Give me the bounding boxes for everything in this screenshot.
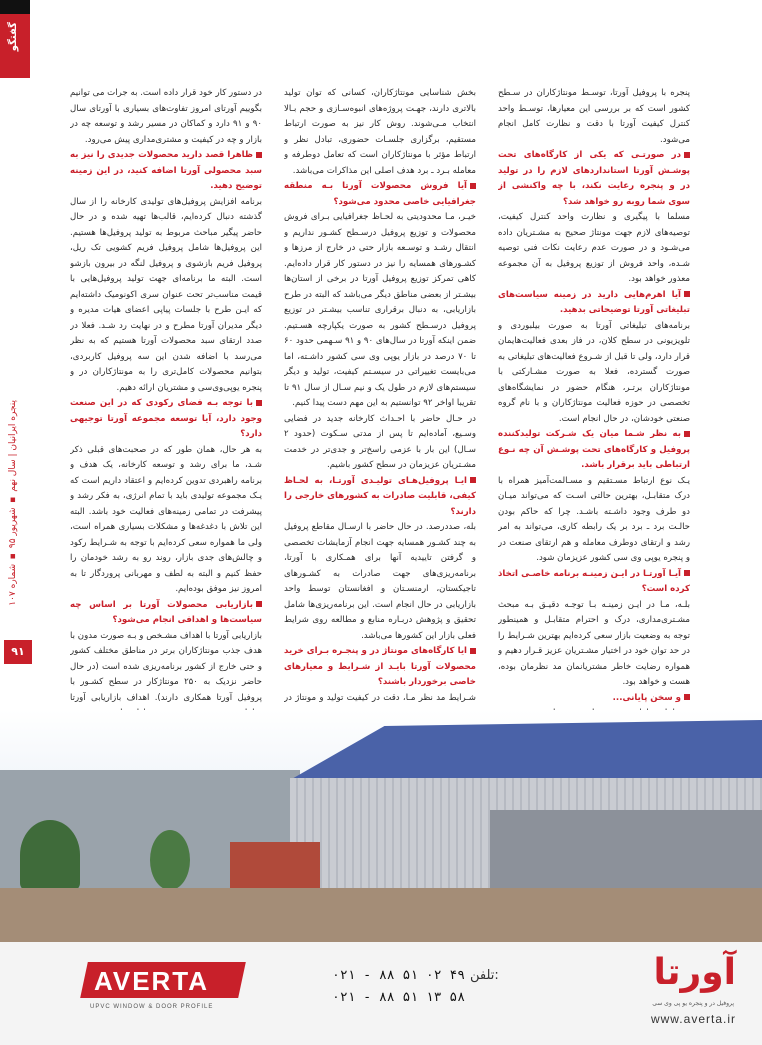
interview-answer: یـک نوع ارتباط مسـتقیم و مسـالمت‌آمیز همراه با درک متقابـل، بهترین حالتی اسـت که می‌تواند میـان دو طرف وجود داشـته باشـد. چرا که حاکم بودن حالـت برد ـ برد بر یک رابطه کاری، می‌تواند به امر رشد و ارتقای دوطرف معامله و هم ارتقای صنعت در و پنجره یوپی وی سی کشور عزیزمان شود.	[498, 475, 690, 563]
averta-logo-subtitle: UPVC WINDOW & DOOR PROFILE	[90, 1004, 214, 1010]
interview-question: در صورتـی که یکی از کارگاه‌های تحت پوشـش آورتا استانداردهای لازم را در تولید در و پنجره رعایت نکند، با چه واکنشی از سوی شما روبه رو خواهد شد؟	[498, 150, 690, 207]
brand-tagline: پروفیل در و پنجره یو پی وی سی	[652, 1000, 734, 1007]
interview-question: آیـا آورتـا در ایـن زمینـه برنامه خاصـی اتخاذ کرده است؟	[498, 568, 690, 594]
question-marker-icon	[256, 400, 262, 406]
interview-answer: مسلما با پیگیری و نظارت واحد کنترل کیفیت، توصیه‌های لازم جهت مونتاژ صحیح به مشـتریان داده می‌شـود و در صورت عدم رعایت نکات فنی توصیه شـده، واحد فروش از توزیع پروفیل به آن مجموعه معذور خواهد بود.	[498, 212, 690, 284]
interview-answer: بازاریابی آورتا با اهداف مشـخص و بـه صورت مدون با هدف جذب مونتاژکاران برتر در مناطق مختلف کشور و حتی خارج از کشور برنامه‌ریزی شده است (در حال حاضر نزدیک به ۲۵۰ مونتاژکار در سطح کشـور با پروفیل آورتا همکاری دارند). اهداف بازاریابی آورتا	[70, 630, 262, 703]
interview-question: آیا فروش محصولات آورتا بـه منطقه جغرافیایی خاصی محدود می‌شود؟	[284, 181, 476, 207]
interview-answer: برنامه‌های تبلیغاتی آورتا به صورت بیلبوردی و تلویزیونی در سطح کلان، در فاز بعدی فعالیت‌هایمان قرار دارد، ولی تا قبل از شـروع فعالیت‌های تبلیغاتی به صورت گسترده، فعلا به صورت مشـارکتی با مونتاژکاران برتـر، هنگام حضور در نمایشگاه‌های تخصصی در حوزه فعالیت مونتاژکاران و با نام گروه صنعتی خودشان، در حال انجام است.	[498, 320, 690, 424]
interview-answer: خیـر، مـا محدودیتی به لحـاظ جغرافیایی بـرای فروش محصولات و توزیع پروفیل درسـطح کشـور نداریم و انتقال رشـد و توسـعه بازار حتی در خارج از مرزها و کشـورهای همسایه را نیز در دستور کار قرار داده‌ایم. کاهی تمرکز توزیع پروفیل آورتا در برخی از استان‌ها بیشـتر از بعضی مناطق دیگر می‌باشد که البته در طرح بازاریابی، به دنبال برقراری تناسب بیشـتر در توزیع پروفیل درسـطح کشور به صورت یکپارچه هسـتیم. ضمن اینکه آورتا در سال‌های ۹۰ و ۹۱ سـهمی حدود ۶۰ تا ۷۰ درصد در بازار یوپی وی سی کشور داشـته، اما می‌بایست تغییراتی در سیسـتم کیفیت، تولید و دیگر سیستم‌های لازم در طول یک و نیم سـال از سال ۹۱ تا تقریبا اواخر ۹۲ توانستیم به این مهم دست پیدا کنیم.	[284, 212, 476, 408]
photo-tree	[150, 830, 190, 890]
interview-answer: به هر حال، همان طور که در صحبت‌های قبلی ذکر شـد، ما برای رشد و توسعه کارخانه، یک هدف و برنامه راهبردی تدوین کرده‌ایم و اعتقاد داریم است که یـک مجموعه تولیدی باید با تمام انرژی، به فکر رشد و پیشرفت در تمامی زمینه‌های فعالیت خود باشد. البته این تلاش با دغدغه‌ها و مشکلات بسیاری همراه است، ولی ما همواره سعی کرده‌ایم با توجه به شـرایط رکود و چالش‌های جدی بازار، روند رو به رشد خودمان را حفظ کنیم و البته به لطف و مهربانی پروردگار تا به امروز نیز موفق بوده‌ایم.	[70, 444, 262, 594]
section-tab-cap	[0, 0, 30, 14]
question-marker-icon	[470, 648, 476, 654]
page-number: ۹۱	[4, 640, 32, 664]
phone-number-1: ۰۲۱ - ۸۸ ۵۱ ۰۲ ۴۹	[332, 968, 466, 983]
brand-block	[596, 952, 736, 1026]
question-marker-icon	[684, 291, 690, 297]
question-marker-icon	[684, 152, 690, 158]
interview-answer: بله، صددرصد. در حال حاضر با ارسـال مقاطع پروفیل به چند کشـور همسایه جهت انجام آزمایشات تخصصی و گرفتن تاییدیه آنها برای همـکاری با آورتا، برنامه‌ریزی‌های جهت صادرات به کشـورهای تاجیکستان، ارمنسـتان و افغانستان توسط واحد بازاریابی در حال انجام است. این برنامه‌ریزی‌ها شامل تحقیق و پژوهش دربـاره منابع و مطالعه روی شرایط فعلی بازار این کشورها می‌باشد.	[284, 522, 476, 641]
photo-red-building	[230, 842, 320, 890]
interview-answer: در دستور کار خود قرار داده است. به جرات می توانیم بگوییم آورتای امروز تفاوت‌های بسیاری با آورتای سال ۹۰ و ۹۱ دارد و کماکان در مسیر رشد و توسعه چه در بازار و چه در کیفیت و مشتری‌مداری پیش می‌رود.	[70, 88, 262, 145]
interview-answer: برنامه افزایش پروفیل‌های تولیدی کارخانه را از سال گذشته دنبال کرده‌ایم، قالب‌ها تهیه شده و در حال حاضر پیگیر مباحث مربوط به تولید پروفیل‌ها هستیم. این پروفیل‌ها شامل پروفیل فریم کشویی تک ریل، پروفیل فریم بازشوی و پروفیل لنگه در بیرون بازشو است. البته ما برنامه‌ای جهت تولید پروفیل‌هایی با قیمت مناسب‌تر تحت عنوان سری اکونومیک داشته‌ایم که ایـن طرح با جلسات پیاپی اعضای هیات مدیره و دیگر مدیران آورتا مطرح و در نهایت رد شـد. فعلا در صدد ارتقای سبد محصولات آورتا هستیم که به نظر می‌رسد با اضافه شدن این سه پروفیل کاربردی، بتوانیم محصولات کامل‌تری را به مونتاژکاران در و پنجره یوپی‌وی‌سی و مشتریان ارائه دهیم.	[70, 196, 262, 393]
phone-label: تلفن:	[470, 968, 499, 983]
interview-answer: شـرایط مد نظر مـا، دقت در کیفیت تولید و مونتاژ در	[284, 692, 476, 703]
article-column-middle	[284, 86, 476, 756]
question-marker-icon	[684, 570, 690, 576]
averta-logo	[84, 962, 242, 1022]
interview-question: ایا کارگاه‌های مونتاژ در و پنجـره بـرای خرید محصولات آورتا بایـد از شـرایط و معیارهای خاصی برخوردار باشند؟	[284, 646, 476, 687]
question-marker-icon	[684, 431, 690, 437]
interview-question: به نظر شـما میان یک شـرکت تولیدکننده پروفیل و کارگاه‌های تحت پوشـش آن چه نـوع ارتباطی باید برقرار باشد.	[498, 429, 690, 470]
photo-ground	[0, 888, 762, 942]
averta-logo-text: AVERTA	[94, 966, 210, 996]
interview-answer: پنجره با پروفیل آورتا، توسـط مونتاژکاران در سـطح کشور است که بر بررسی این معیارها، توسـط واحد کنترل کیفیت آورتا با دقت و نظارت کامل انجام می‌شود.	[498, 88, 690, 145]
brand-name: آورتا	[653, 952, 736, 993]
photo-roof	[290, 720, 762, 780]
interview-answer: بخش شناسایی مونتاژکاران، کسانی که توان تولید بالاتری دارند، جهـت پروژه‌های انبوه‌سـازی و حجم بـالا انتخاب مـی‌شوند. روش کار نیز به صورت ارتباط مستقیم، برگزاری جلسـات حضوری، تبادل نظر و ارتباط مؤثر با مونتاژکاران است که تعامل دوطرفه و معامله بـرد ـ برد هدف اصلی این مذاکرات می‌باشد.	[284, 88, 476, 176]
section-tab-label: گفتگو	[8, 22, 19, 52]
question-marker-icon	[684, 694, 690, 700]
interview-question: با توجه بـه فضای رکودی که در این صنعت وجود دارد، آیا توسعه مجموعه آورتا توجیهی دارد؟	[70, 398, 262, 439]
article-column-right	[70, 86, 262, 756]
article-column-left	[498, 86, 690, 756]
question-marker-icon	[256, 601, 262, 607]
question-marker-icon	[470, 183, 476, 189]
interview-question: بازاریابی محصولات آورتا بر اساس چه سیاست‌ها و اهدافی انجام می‌شود؟	[70, 599, 262, 625]
interview-question: آیا اهرم‌هایی دارید در زمینه سیاست‌های تبلیغاتی آورتا توضیحاتی بدهید.	[498, 289, 690, 315]
footer-ad	[0, 942, 762, 1045]
interview-question: ایـا پروفیل‌هـای تولیـدی آورتـا، به لحـاظ کیفی، قابلیت صادرات به کشورهای خارجی را دارند؟	[284, 475, 476, 517]
interview-answer: در حـال حاضر با احـداث کارخانه جدید در فضایی وسـیع، آماده‌ایم تا پس از مدتی سـکوت (حدود ۲ سـال) این بار با عزمی راسخ‌تر و جدی‌تر در خدمت مشـتریان عزیزمان در سطح کشور باشیم.	[284, 413, 476, 470]
photo-tree	[20, 820, 80, 890]
question-marker-icon	[256, 152, 262, 158]
phone-number-2: ۰۲۱ - ۸۸ ۵۱ ۱۳ ۵۸	[332, 990, 466, 1005]
side-strip	[0, 0, 30, 660]
article-body	[70, 86, 690, 756]
interview-question: و سخن پایانی...	[498, 691, 690, 707]
section-tab	[0, 0, 30, 78]
brand-website-link[interactable]: www.averta.ir	[650, 1012, 736, 1026]
factory-photo	[0, 710, 762, 942]
issue-caption: پنجره ایرانیان | سال نهم ▪ شهریور ۹۵ ▪ شماره ۱۰۷	[8, 400, 18, 606]
interview-answer: بلـه، مـا در ایـن زمینـه بـا توجـه دقیـق بـه مبحث مشـتری‌مداری، درک و احترام متقابـل و همینطور توجه به وضعیت بازار سعی کرده‌ایم بهترین شـرایط را در حد توان خود در اختیار مشـتریان عزیز قـرار دهیم و همواره رضایت خاطر مشتریانمان مد نظرمان بوده، هست و خواهد بود.	[498, 599, 690, 687]
question-marker-icon	[470, 477, 476, 483]
photo-wall-shadow	[490, 810, 762, 898]
interview-question: ظاهرا قصد دارید محصولات جدیدی را نیز به سبد محصولی آورتا اضافه کنید، در این زمینه توضیح دهید.	[70, 150, 262, 191]
